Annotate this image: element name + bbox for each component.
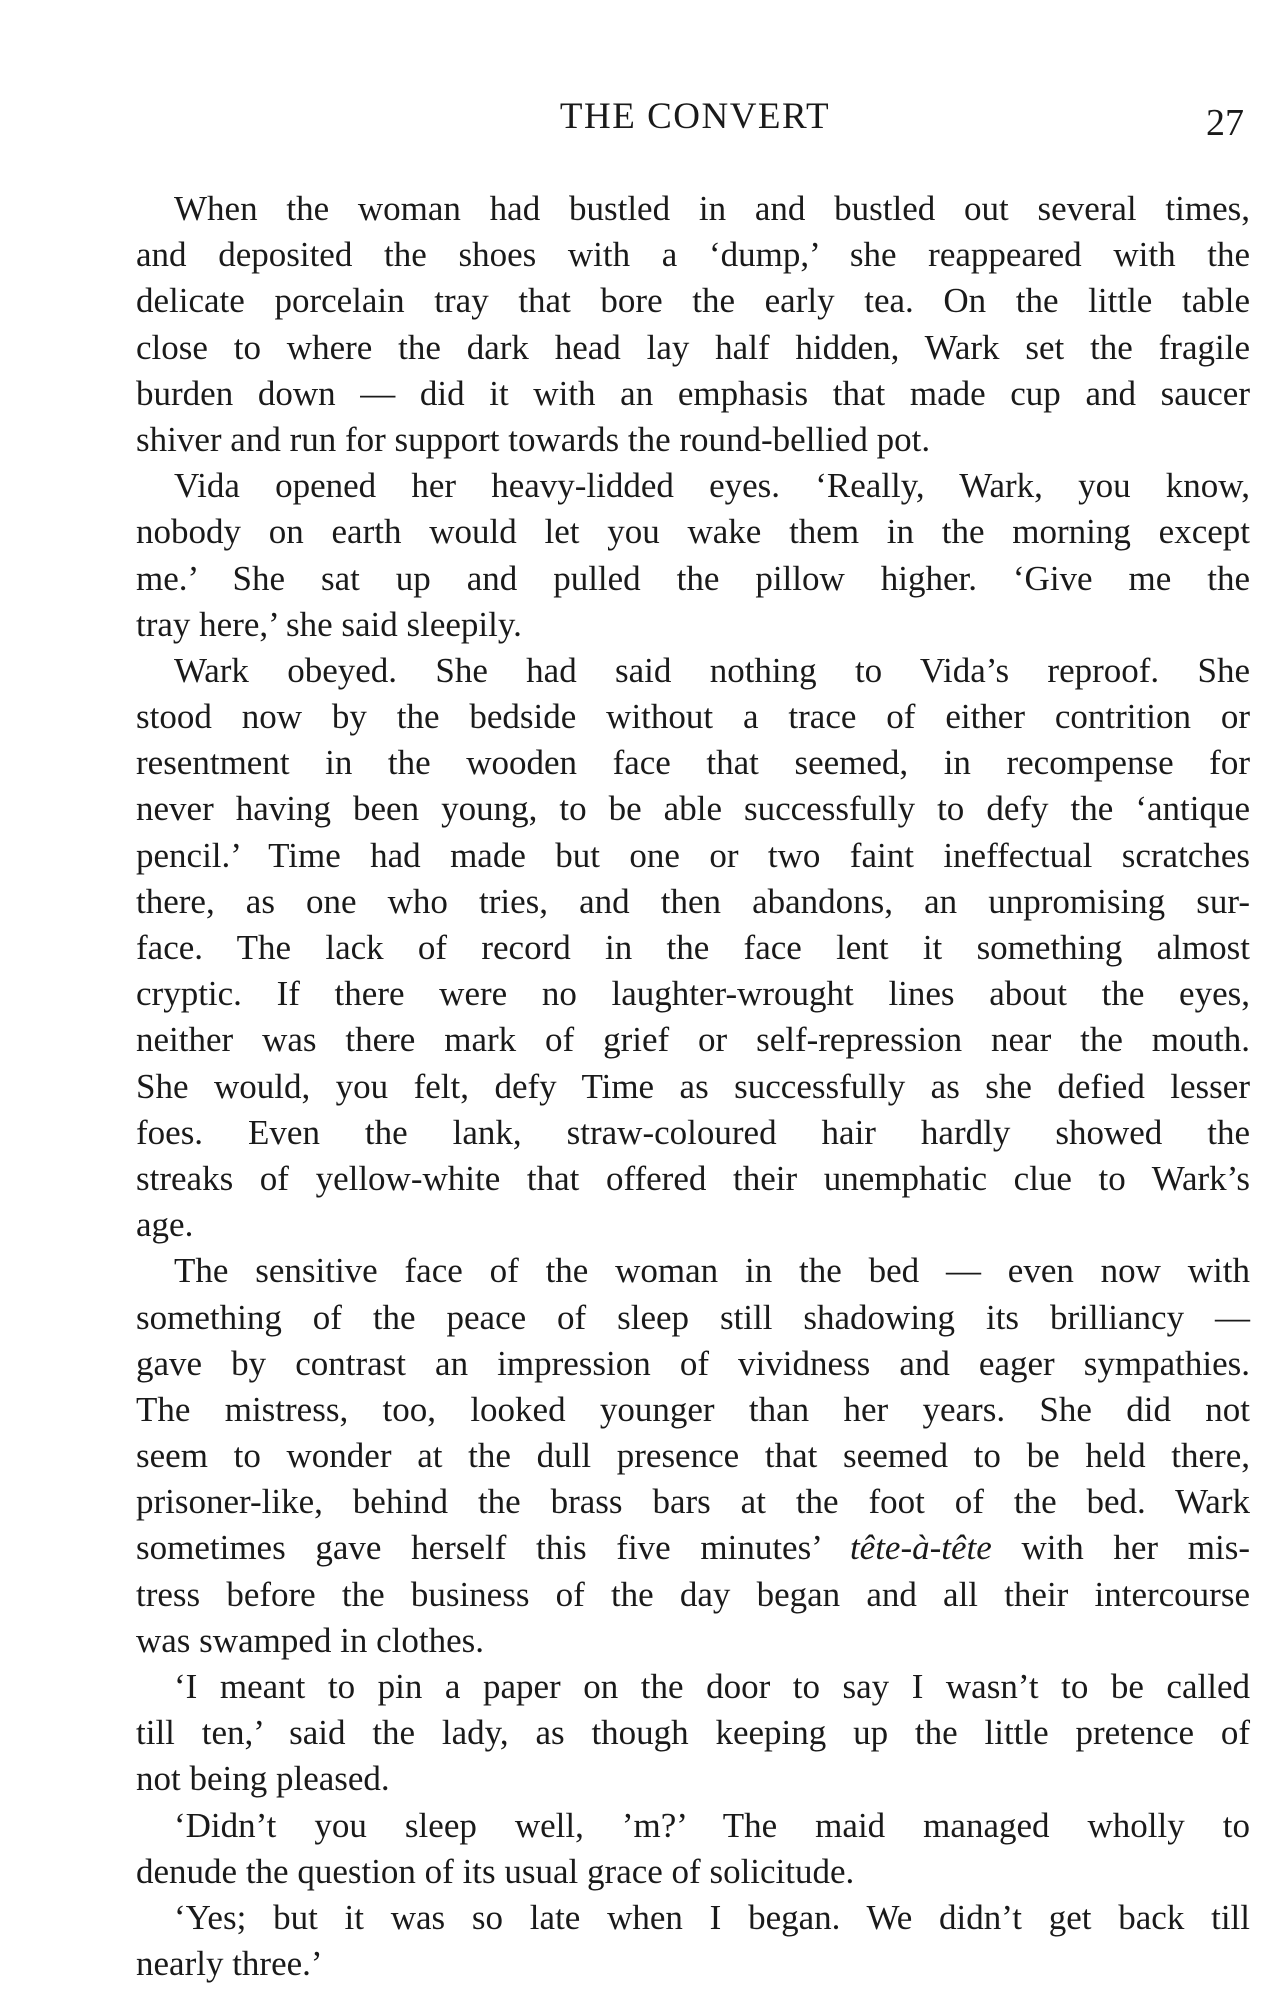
paragraph	[136, 1895, 1250, 1987]
text-line: ‘Yes; but it was so late when I began. We didn’t get back till	[174, 1897, 1250, 1937]
text-line: shiver and run for support towards the round-bellied pot.	[136, 419, 931, 459]
text-line: pencil.’ Time had made but one or two faint ineffectual scratches	[136, 835, 1250, 875]
text-line: tray here,’ she said sleepily.	[136, 604, 522, 644]
running-title: THE CONVERT	[559, 96, 831, 137]
text-line: face. The lack of record in the face lent it something almost	[136, 928, 1250, 967]
body-text	[136, 186, 1250, 1987]
text-line: foes. Even the lank, straw-coloured hair hardly showed the	[136, 1112, 1250, 1152]
text-run: with her mis-	[991, 1528, 1250, 1568]
text-line: ‘Didn’t you sleep well, ’m?’ The maid managed wholly to	[174, 1805, 1250, 1845]
text-line: denude the question of its usual grace of solicitude.	[136, 1851, 855, 1891]
page-number: 27	[1206, 102, 1244, 144]
text-line: me.’ She sat up and pulled the pillow higher. ‘Give me the	[136, 558, 1250, 598]
text-line: cryptic. If there were no laughter-wrought lines about the eyes,	[136, 974, 1250, 1014]
text-line: nearly three.’	[136, 1944, 323, 1984]
text-line: there, as one who tries, and then abandons, an unpromising sur-	[136, 881, 1250, 921]
text-line: ‘I meant to pin a paper on the door to say I wasn’t to be called	[174, 1667, 1250, 1706]
text-line: Wark obeyed. She had said nothing to Vida’s reproof. She	[174, 650, 1250, 690]
text-line: seem to wonder at the dull presence that seemed to be held there,	[136, 1436, 1250, 1476]
text-line: resentment in the wooden face that seemed, in recompense for	[136, 743, 1250, 783]
text-line: neither was there mark of grief or self-repression near the mouth.	[136, 1020, 1250, 1060]
text-line: age.	[136, 1205, 194, 1245]
text-line: Vida opened her heavy-lidded eyes. ‘Really, Wark, you know,	[174, 466, 1250, 506]
text-line: She would, you felt, defy Time as successfully as she defied lesser	[136, 1066, 1250, 1106]
paragraph	[136, 648, 1250, 1248]
text-line: and deposited the shoes with a ‘dump,’ she reappeared with the	[136, 235, 1250, 275]
text-line: close to where the dark head lay half hidden, Wark set the fragile	[136, 327, 1250, 367]
text-line: not being pleased.	[136, 1759, 390, 1799]
text-line: The mistress, too, looked younger than her years. She did not	[136, 1389, 1250, 1429]
text-line: nobody on earth would let you wake them in the morning except	[136, 512, 1250, 552]
text-line: gave by contrast an impression of vividness and eager sympathies.	[136, 1343, 1250, 1383]
text-line: stood now by the bedside without a trace of either contrition or	[136, 697, 1250, 737]
text-line: till ten,’ said the lady, as though keeping up the little pretence of	[136, 1713, 1250, 1753]
text-line: prisoner-like, behind the brass bars at the foot of the bed. Wark	[136, 1482, 1250, 1522]
text-line: burden down — did it with an emphasis that made cup and saucer	[136, 373, 1250, 413]
paragraph	[136, 1803, 1250, 1895]
paragraph	[136, 1664, 1250, 1803]
paragraph	[136, 463, 1250, 648]
text-line: When the woman had bustled in and bustled out several times,	[174, 189, 1250, 228]
italic-phrase: tête-à-tête	[849, 1528, 992, 1568]
text-line-with-italic	[136, 1525, 1250, 1571]
page-header	[136, 92, 1254, 142]
text-line: was swamped in clothes.	[136, 1620, 484, 1660]
text-line: The sensitive face of the woman in the bed — even now with	[174, 1251, 1250, 1291]
text-line: delicate porcelain tray that bore the early tea. On the little table	[136, 281, 1250, 321]
text-line: something of the peace of sleep still shadowing its brilliancy —	[136, 1297, 1250, 1337]
text-line: tress before the business of the day began and all their intercourse	[136, 1574, 1250, 1614]
text-line: streaks of yellow-white that offered their unemphatic clue to Wark’s	[136, 1158, 1250, 1198]
paragraph	[136, 186, 1250, 463]
paragraph	[136, 1248, 1250, 1664]
text-run: sometimes gave herself this five minutes’	[136, 1528, 850, 1568]
text-line: never having been young, to be able successfully to defy the ‘antique	[136, 789, 1250, 829]
